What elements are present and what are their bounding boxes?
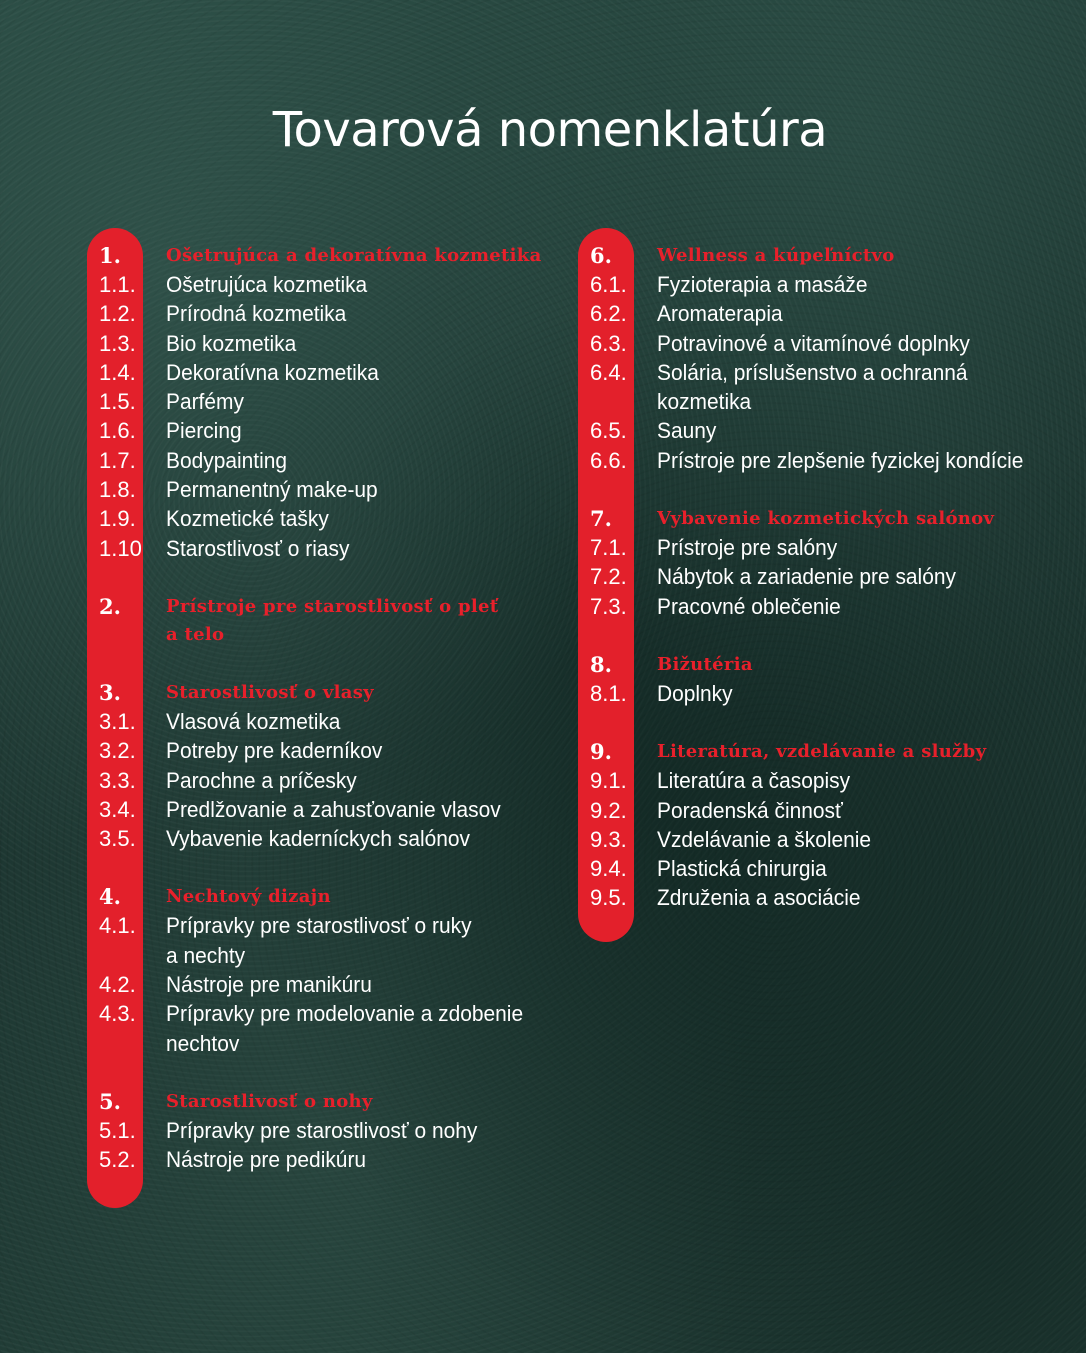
section-number: 4. (99, 884, 121, 910)
item-label: Prípravky pre modelovanie a zdobenie (166, 1001, 524, 1027)
section-heading-text: Literatúra, vzdelávanie a služby (657, 741, 987, 763)
item-number: 1.4. (99, 359, 136, 385)
item-number: 8.1. (590, 680, 627, 706)
section (87, 242, 550, 563)
item-number: 4.2. (99, 972, 136, 998)
item-label: Piercing (166, 418, 242, 444)
item-label: Parochne a príčesky (166, 767, 357, 793)
item-number: 1.1. (99, 272, 136, 297)
item-label: Bodypainting (166, 447, 288, 473)
item-label: Permanentný make-up (166, 477, 378, 503)
section-number: 3. (99, 679, 121, 705)
section-heading-text: Ošetrujúca a dekoratívna kozmetika (166, 245, 542, 266)
list-item (87, 766, 550, 795)
right-column-content (578, 228, 1051, 913)
list-item (87, 358, 550, 387)
section-heading (87, 679, 550, 707)
item-label: nechtov (166, 1030, 240, 1056)
item-label: Združenia a asociácie (657, 885, 861, 911)
item-label: Vzdelávanie a školenie (657, 826, 872, 852)
section-heading (87, 242, 550, 270)
item-number: 1.7. (99, 447, 136, 473)
list-item (578, 796, 1051, 825)
item-number: 1.2. (99, 301, 136, 327)
item-label: Fyzioterapia a masáže (657, 272, 868, 297)
list-item (87, 504, 550, 533)
item-label: Prírodná kozmetika (166, 301, 347, 327)
list-item (578, 270, 1051, 299)
item-label: Predlžovanie a zahusťovanie vlasov (166, 796, 501, 822)
list-item (87, 1116, 550, 1145)
item-number: 1.5. (99, 389, 136, 415)
list-item (578, 416, 1051, 445)
list-item (87, 299, 550, 328)
list-item (87, 707, 550, 736)
item-label: Ošetrujúca kozmetika (166, 272, 368, 297)
item-number: 7.3. (590, 593, 627, 619)
item-label: kozmetika (657, 389, 752, 415)
item-number: 1.9. (99, 506, 136, 532)
item-number: 1.10 (99, 535, 142, 561)
list-item (87, 795, 550, 824)
left-column (87, 228, 550, 1205)
list-item (578, 766, 1051, 795)
item-label: Poradenská činnosť (657, 797, 843, 823)
item-number: 1.6. (99, 418, 136, 444)
list-item (578, 329, 1051, 358)
section-heading (87, 621, 550, 649)
section-number: 9. (590, 739, 612, 765)
list-item (87, 941, 550, 970)
item-label: Pracovné oblečenie (657, 593, 841, 619)
item-number: 3.2. (99, 738, 136, 764)
item-number: 1.8. (99, 477, 136, 503)
section (87, 679, 550, 853)
item-label: Kozmetické tašky (166, 506, 329, 532)
list-item (578, 883, 1051, 912)
item-label: Doplnky (657, 680, 733, 706)
item-label: Potreby pre kaderníkov (166, 738, 383, 764)
section-number: 8. (590, 651, 612, 677)
list-item (87, 446, 550, 475)
section-heading-text: a telo (166, 623, 225, 645)
item-label: Plastická chirurgia (657, 856, 827, 882)
list-item (578, 679, 1051, 708)
list-item (578, 825, 1051, 854)
item-label: Potravinové a vitamínové doplnky (657, 330, 970, 356)
item-number: 6.3. (590, 330, 627, 356)
section (87, 593, 550, 649)
list-item (87, 911, 550, 940)
item-number: 3.3. (99, 767, 136, 793)
section-heading-text: Vybavenie kozmetických salónov (657, 508, 995, 530)
item-number: 7.2. (590, 564, 627, 590)
item-label: Prístroje pre salóny (657, 535, 838, 561)
section (578, 651, 1051, 708)
item-label: Vybavenie kaderníckych salónov (166, 826, 470, 852)
item-label: Prípravky pre starostlivosť o nohy (166, 1117, 478, 1143)
section (578, 505, 1051, 621)
item-number: 4.3. (99, 1001, 136, 1027)
item-label: Prípravky pre starostlivosť o ruky (166, 913, 472, 939)
item-label: Solária, príslušenstvo a ochranná (657, 359, 968, 385)
section-heading (578, 738, 1051, 766)
list-item (578, 299, 1051, 328)
section-heading (578, 651, 1051, 679)
item-number: 9.4. (590, 856, 627, 882)
item-number: 3.4. (99, 796, 136, 822)
item-number: 9.3. (590, 826, 627, 852)
item-label: Dekoratívna kozmetika (166, 359, 379, 385)
list-item (87, 1145, 550, 1174)
item-number: 6.2. (590, 301, 627, 327)
section-heading-text: Starostlivosť o vlasy (166, 681, 374, 703)
section (87, 883, 550, 1057)
item-label: Sauny (657, 418, 717, 444)
section-number: 7. (590, 506, 612, 532)
section-number: 6. (590, 243, 612, 268)
item-number: 9.1. (590, 768, 627, 794)
list-item (578, 446, 1051, 475)
section-heading-text: Nechtový dizajn (166, 886, 331, 908)
list-item (578, 592, 1051, 621)
section-heading (578, 505, 1051, 533)
item-label: Vlasová kozmetika (166, 708, 341, 734)
item-number: 6.1. (590, 272, 627, 297)
item-label: Literatúra a časopisy (657, 768, 851, 794)
item-number: 4.1. (99, 913, 136, 939)
section (578, 242, 1051, 475)
list-item (578, 854, 1051, 883)
section-heading (87, 593, 550, 621)
item-number: 9.2. (590, 797, 627, 823)
list-item (87, 416, 550, 445)
item-number: 5.1. (99, 1117, 136, 1143)
item-label: Parfémy (166, 389, 244, 415)
list-item (87, 970, 550, 999)
section-heading-text: Wellness a kúpeľníctvo (657, 245, 895, 266)
item-number: 7.1. (590, 535, 627, 561)
item-number: 6.4. (590, 359, 627, 385)
list-item (87, 1029, 550, 1058)
item-number: 3.1. (99, 708, 136, 734)
section-heading-text: Bižutéria (657, 653, 753, 675)
list-item (87, 999, 550, 1028)
list-item (578, 358, 1051, 387)
page-title: Tovarová nomenklatúra (272, 102, 828, 159)
list-item (578, 562, 1051, 591)
section-heading-text: Prístroje pre starostlivosť o pleť (166, 595, 499, 617)
item-label: Prístroje pre zlepšenie fyzickej kondície (657, 447, 1024, 473)
section-heading (87, 883, 550, 911)
list-item (87, 387, 550, 416)
list-item (87, 270, 550, 299)
item-label: Aromaterapia (657, 301, 783, 327)
section (87, 1088, 550, 1175)
section-number: 5. (99, 1088, 121, 1114)
item-label: Nástroje pre manikúru (166, 972, 372, 998)
item-number: 3.5. (99, 826, 136, 852)
right-column (578, 228, 1051, 943)
section-heading-text: Starostlivosť o nohy (166, 1090, 373, 1112)
item-label: Nástroje pre pedikúru (166, 1147, 367, 1173)
item-label: Nábytok a zariadenie pre salóny (657, 564, 956, 590)
section-number: 1. (99, 243, 121, 268)
item-label: Bio kozmetika (166, 330, 297, 356)
section-number: 2. (99, 593, 121, 619)
section-heading (87, 1088, 550, 1116)
item-label: Starostlivosť o riasy (166, 535, 350, 561)
item-number: 5.2. (99, 1147, 136, 1173)
list-item (578, 387, 1051, 416)
section-heading (578, 242, 1051, 270)
list-item (87, 736, 550, 765)
list-item (578, 533, 1051, 562)
item-number: 9.5. (590, 885, 627, 911)
item-label: a nechty (166, 942, 246, 968)
section (578, 738, 1051, 912)
list-item (87, 475, 550, 504)
item-number: 6.6. (590, 447, 627, 473)
item-number: 6.5. (590, 418, 627, 444)
list-item (87, 534, 550, 563)
item-number: 1.3. (99, 330, 136, 356)
list-item (87, 824, 550, 853)
list-item (87, 329, 550, 358)
left-column-content (87, 228, 550, 1175)
